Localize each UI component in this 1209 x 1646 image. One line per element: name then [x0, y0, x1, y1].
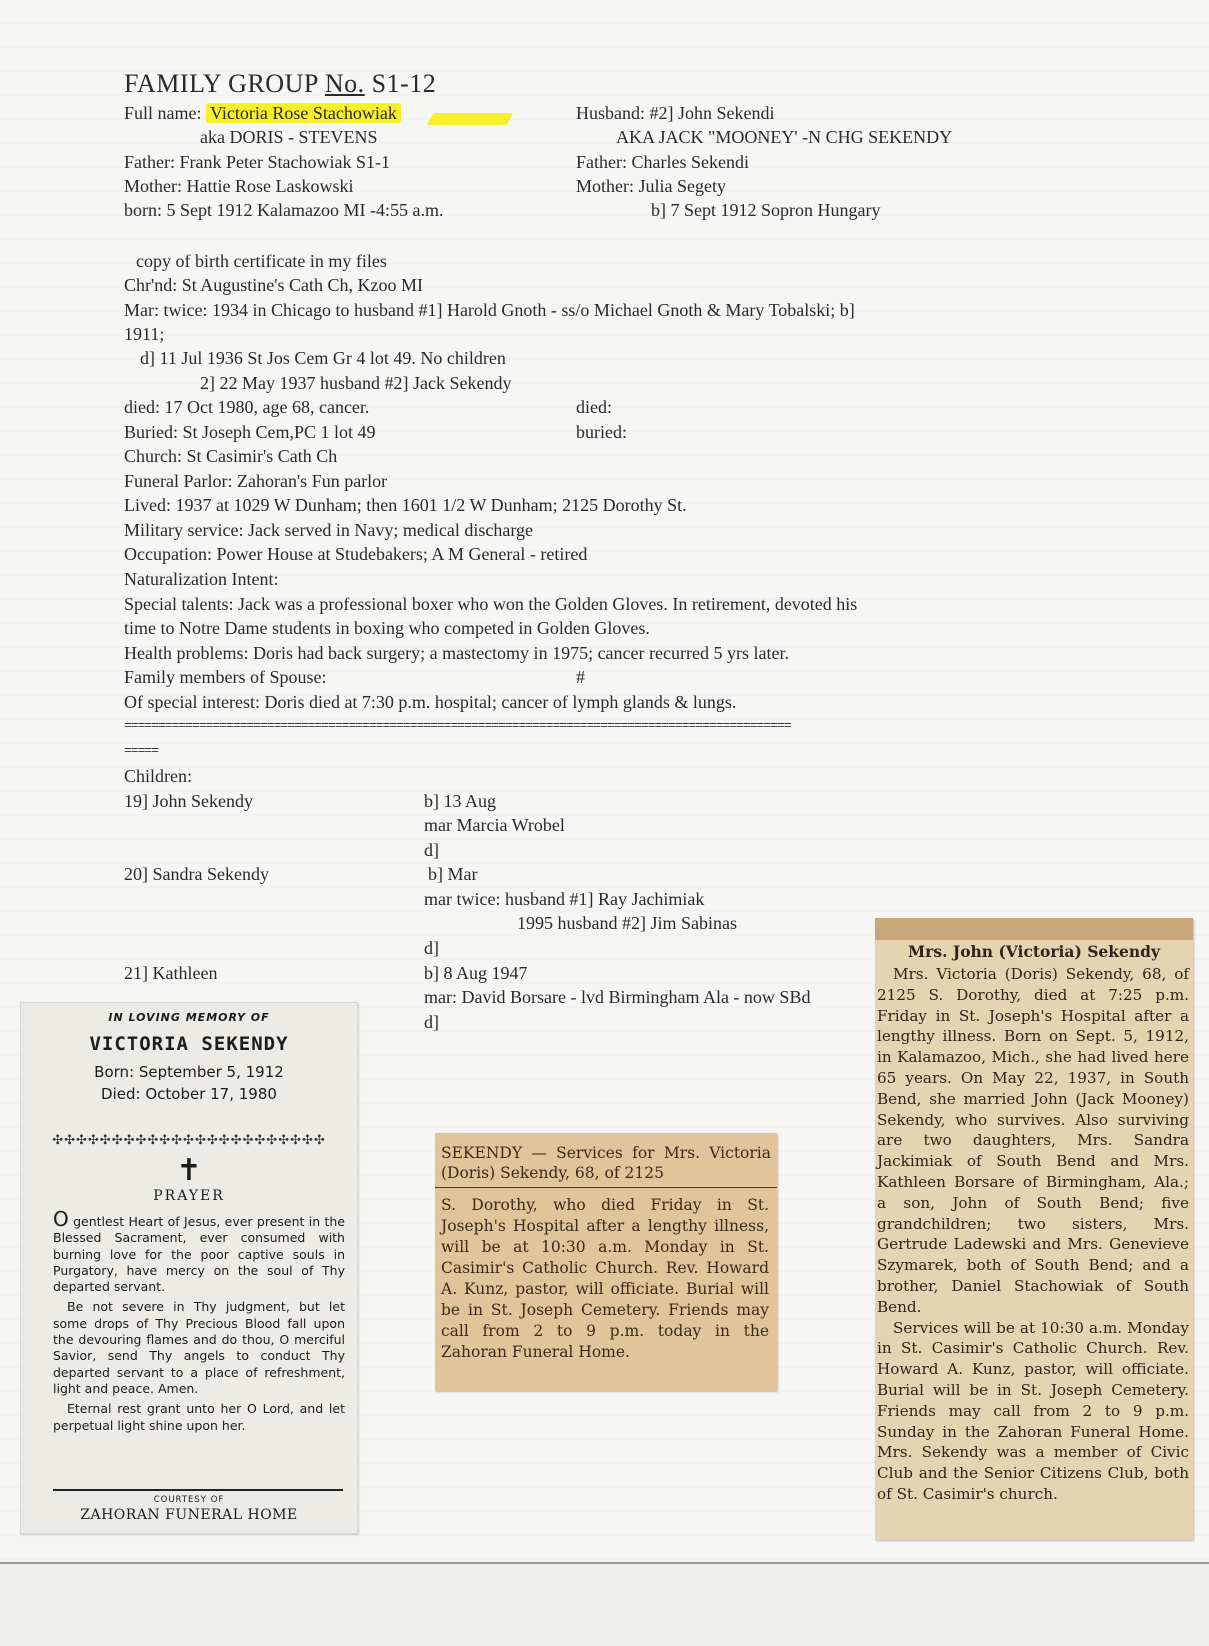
- child-20-born: b] Mar: [428, 864, 478, 884]
- memorial-born: Born: September 5, 1912: [94, 1063, 284, 1081]
- obituary-paragraph-1: Mrs. Victoria (Doris) Sekendy, 68, of 2125 S. Dorothy, died at 7:25 p.m. Friday in St. Joseph's Hospital after a lengthy illness. Born on Sept. 5, 1912, in Kalamazoo, Mich., she had lived here 65 years. On May 22, 1937, in South Bend, she married John (Jack Mooney) Sekendy, who survives. Also surviving are two daughters, Mrs. Sandra Jackimiak of South Bend and Mrs. Kathleen Borsare of Birmingham, Ala.; a son, John of South Bend; five grandchildren; two sisters, Mrs. Gertrude Ladewski and Mrs. Genevieve Szymarek, both of South Bend; and a brother, Daniel Stachowiak of South Bend.: [877, 965, 1189, 1316]
- family-members-mark: #: [576, 667, 585, 687]
- funeral-home-name: ZAHORAN FUNERAL HOME: [80, 1507, 298, 1523]
- wife-died: died: 17 Oct 1980, age 68, cancer.: [124, 397, 370, 417]
- husband-mother: Mother: Julia Segety: [576, 176, 726, 196]
- card-divider: [53, 1489, 343, 1491]
- child-19-married: mar Marcia Wrobel: [424, 815, 565, 835]
- marriage-line-2: 1911;: [124, 324, 165, 344]
- family-members-spouse: Family members of Spouse:: [124, 667, 327, 687]
- church: Church: St Casimir's Cath Ch: [124, 446, 338, 466]
- husband-died: died:: [576, 397, 612, 417]
- page-bottom-edge: [0, 1562, 1209, 1646]
- child-21-born: b] 8 Aug 1947: [424, 963, 528, 983]
- health-problems: Health problems: Doris had back surgery; a mastectomy in 1975; cancer recurred 5 yrs later.: [124, 643, 789, 663]
- marriage-line-1: Mar: twice: 1934 in Chicago to husband #1] Harold Gnoth - ss/o Michael Gnoth & Mary Tobalski; b]: [124, 300, 855, 320]
- cross-icon: ✝: [176, 1153, 202, 1188]
- clipping-services-body: S. Dorothy, who died Friday in St. Joseph's Hospital after a lengthy illness, will be at 10:30 a.m. Monday in St. Casimir's Catholic Church. Rev. Howard A. Kunz, pastor, will officiate. Burial will be in St. Joseph Cemetery. Friends may call from 2 to 9 p.m. today in the Zahoran Funeral Home.: [441, 1196, 769, 1361]
- highlighter-stroke: [427, 113, 514, 125]
- prayer-paragraph-1: O gentlest Heart of Jesus, ever present in the Blessed Sacrament, ever consumed with burning love for the poor captive souls in Purgatory, have mercy on the soul of Thy departed servant.: [53, 1207, 345, 1295]
- ornament-divider: ✣✣✣✣✣✣✣✣✣✣✣✣✣✣✣✣✣✣✣✣✣✣✣: [52, 1133, 326, 1148]
- children-label: Children:: [124, 766, 192, 786]
- child-20-married-1: mar twice: husband #1] Ray Jachimiak: [424, 889, 705, 909]
- separator-rule-short: =====: [124, 743, 159, 758]
- special-talents-line-2: time to Notre Dame students in boxing who competed in Golden Gloves.: [124, 618, 650, 638]
- memorial-died: Died: October 17, 1980: [101, 1085, 277, 1103]
- child-21-name: 21] Kathleen: [124, 963, 218, 983]
- marriage-line-3: d] 11 Jul 1936 St Jos Cem Gr 4 lot 49. No children: [140, 348, 506, 368]
- birth-certificate-note: copy of birth certificate in my files: [136, 251, 387, 271]
- christened: Chr'nd: St Augustine's Cath Ch, Kzoo MI: [124, 275, 423, 295]
- memorial-heading: IN LOVING MEMORY OF: [108, 1011, 270, 1024]
- child-20-died: d]: [424, 938, 439, 958]
- child-21-died: d]: [424, 1012, 439, 1032]
- prayer-body: [53, 1207, 345, 1438]
- full-name-highlighted: Victoria Rose Stachowiak: [206, 103, 401, 123]
- wife-aka: aka DORIS - STEVENS: [200, 127, 378, 147]
- courtesy-label: COURTESY OF: [153, 1495, 225, 1505]
- newspaper-clipping-obituary: [875, 918, 1193, 1540]
- clipping-obituary-heading: Mrs. John (Victoria) Sekendy: [908, 942, 1160, 961]
- separator-rule-long: ==================================================================================================: [124, 718, 791, 733]
- prayer-title: PRAYER: [153, 1188, 225, 1204]
- marriage-line-4: 2] 22 May 1937 husband #2] Jack Sekendy: [200, 373, 512, 393]
- wife-mother: Mother: Hattie Rose Laskowski: [124, 176, 354, 196]
- child-19-died: d]: [424, 840, 439, 860]
- husband-aka: AKA JACK "MOONEY' -N CHG SEKENDY: [616, 127, 953, 147]
- husband-father: Father: Charles Sekendi: [576, 152, 749, 172]
- military-service: Military service: Jack served in Navy; medical discharge: [124, 520, 534, 540]
- lived: Lived: 1937 at 1029 W Dunham; then 1601 1/2 W Dunham; 2125 Dorothy St.: [124, 495, 687, 515]
- child-21-married: mar: David Borsare - lvd Birmingham Ala - now SBd: [424, 987, 811, 1007]
- prayer-initial: O: [53, 1207, 69, 1231]
- child-20-married-2: 1995 husband #2] Jim Sabinas: [517, 913, 737, 933]
- page-title: FAMILY GROUP No. S1-12: [124, 69, 437, 98]
- naturalization-intent: Naturalization Intent:: [124, 569, 279, 589]
- husband-name: Husband: #2] John Sekendi: [576, 103, 775, 123]
- special-interest: Of special interest: Doris died at 7:30 p.m. hospital; cancer of lymph glands & lungs.: [124, 692, 737, 712]
- wife-buried: Buried: St Joseph Cem,PC 1 lot 49: [124, 422, 376, 442]
- special-talents-line-1: Special talents: Jack was a professional boxer who won the Golden Gloves. In retirement, devoted his: [124, 594, 858, 614]
- clipping-services-heading: SEKENDY — Services for Mrs. Victoria (Doris) Sekendy, 68, of 2125: [441, 1144, 771, 1182]
- husband-born: b] 7 Sept 1912 Sopron Hungary: [651, 200, 881, 220]
- clipping-services-rule: [435, 1187, 777, 1188]
- newspaper-clipping-services: [435, 1133, 777, 1391]
- full-name-line: Full name: Victoria Rose Stachowiak: [124, 101, 401, 125]
- child-19-born: b] 13 Aug: [424, 791, 496, 811]
- wife-born: born: 5 Sept 1912 Kalamazoo MI -4:55 a.m.: [124, 200, 444, 220]
- memorial-name: VICTORIA SEKENDY: [89, 1033, 289, 1055]
- title-number-label: No.: [324, 69, 365, 98]
- prayer-paragraph-2: Be not severe in Thy judgment, but let some drops of Thy Precious Blood fall upon the devouring flames and do thou, O merciful Savior, send Thy angels to conduct Thy departed servant to a place of refreshment, light and peace. Amen.: [53, 1299, 345, 1396]
- funeral-parlor: Funeral Parlor: Zahoran's Fun parlor: [124, 471, 388, 491]
- child-20-name: 20] Sandra Sekendy: [124, 864, 269, 884]
- wife-father: Father: Frank Peter Stachowiak S1-1: [124, 152, 390, 172]
- memorial-prayer-card: [20, 1002, 358, 1534]
- occupation: Occupation: Power House at Studebakers; A M General - retired: [124, 544, 588, 564]
- clipping-obituary-torn-header: [875, 918, 1193, 940]
- child-19-name: 19] John Sekendy: [124, 791, 253, 811]
- husband-buried: buried:: [576, 422, 627, 442]
- obituary-paragraph-2: Services will be at 10:30 a.m. Monday in St. Casimir's Catholic Church. Rev. Howard A. Kunz, pastor, will officiate. Burial will be in St. Joseph Cemetery. Friends may call from 2 to 9 p.m. Sunday in the Zahoran Funeral Home. Mrs. Sekendy was a member of Civic Club and the Senior Citizens Club, both of St. Casimir's church.: [877, 1318, 1189, 1503]
- clipping-obituary-body: [877, 964, 1189, 1505]
- prayer-paragraph-3: Eternal rest grant unto her O Lord, and let perpetual light shine upon her.: [53, 1401, 345, 1433]
- family-group-id: S1-12: [371, 69, 437, 98]
